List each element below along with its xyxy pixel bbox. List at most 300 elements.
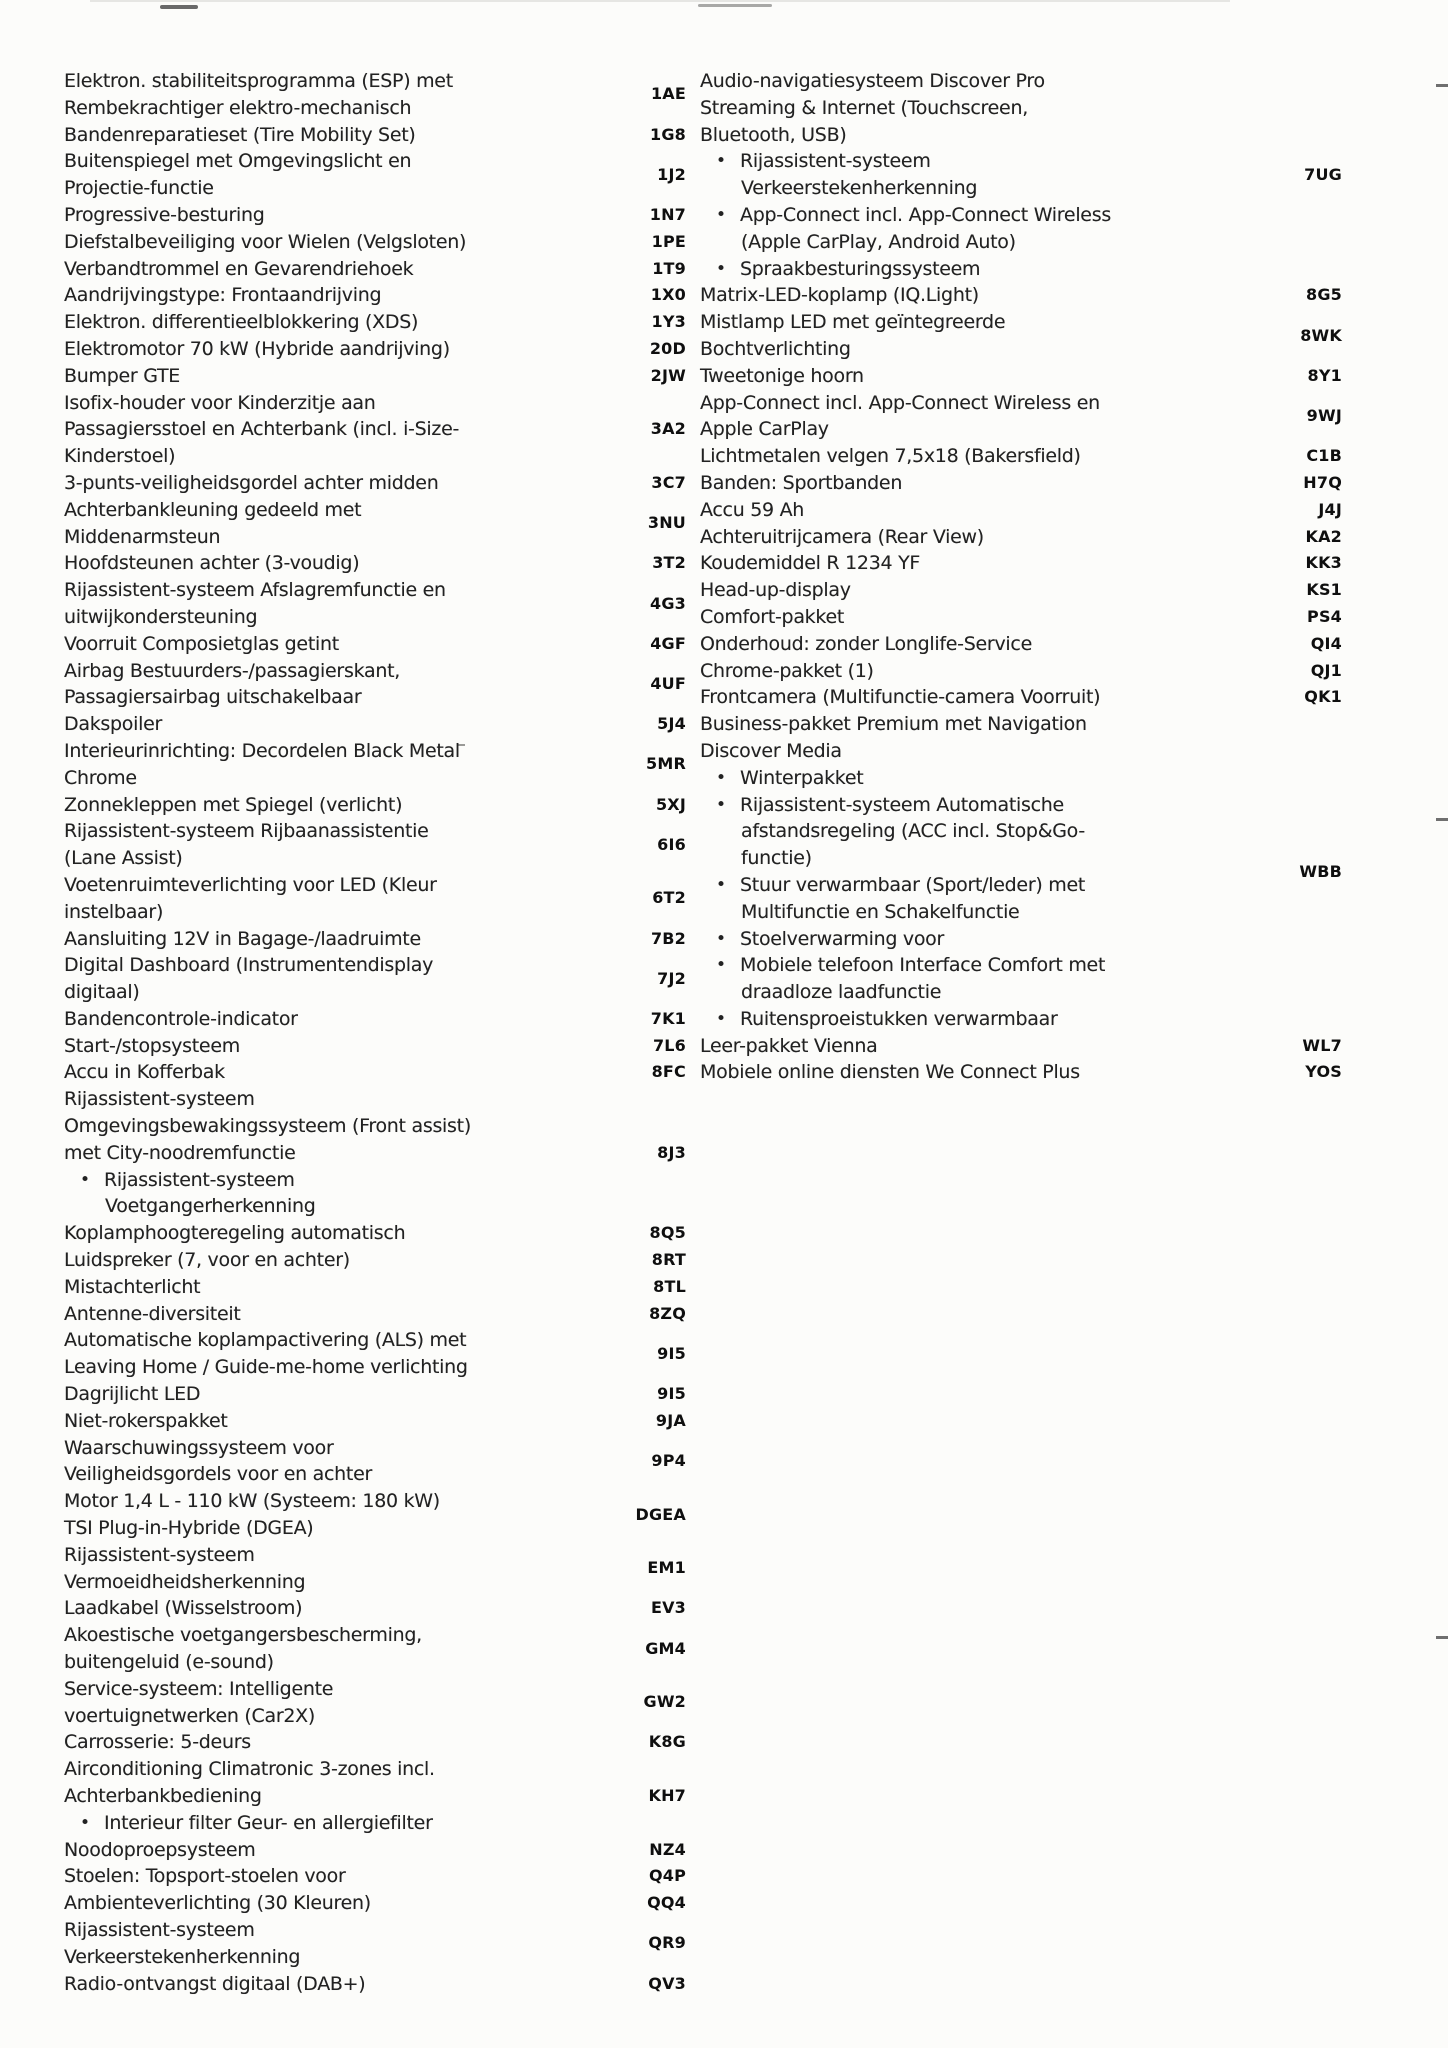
option-line: Chrome (64, 766, 137, 789)
option-desc (64, 202, 534, 229)
option-row (64, 1435, 686, 1489)
option-row (64, 792, 686, 819)
option-code: 9I5 (657, 1384, 686, 1404)
option-desc (64, 1971, 534, 1998)
option-code: KK3 (1305, 553, 1342, 573)
option-desc (700, 1059, 1170, 1086)
option-line: Passagiersairbag uitschakelbaar (64, 686, 362, 709)
option-line: Kinderstoel) (64, 445, 176, 468)
option-code: QV3 (648, 1973, 686, 1993)
option-code: Q4P (648, 1866, 686, 1886)
option-line: Automatische koplampactivering (ALS) met (64, 1329, 467, 1352)
option-code: KA2 (1305, 526, 1342, 546)
page-edge-tick (1436, 1636, 1448, 1639)
option-line: Chrome-pakket (1) (700, 659, 874, 682)
option-line: • Rijassistent-systeem Automatische (700, 792, 1170, 819)
bullet-icon: • (716, 767, 726, 788)
option-row (64, 872, 686, 926)
option-desc (700, 470, 1170, 497)
option-line: • Stuur verwarmbaar (Sport/leder) met (700, 872, 1170, 899)
option-row (700, 470, 1342, 497)
option-line: (Lane Assist) (64, 847, 183, 870)
option-line: digitaal) (64, 981, 140, 1004)
option-desc (64, 1247, 534, 1274)
option-row (700, 711, 1342, 1033)
option-line: Isofix-houder voor Kinderzitje aan (64, 391, 376, 414)
option-line: Mobiele online diensten We Connect Plus (700, 1061, 1080, 1084)
option-code: C1B (1306, 446, 1342, 466)
option-line: functie) (741, 847, 812, 870)
option-line: Elektromotor 70 kW (Hybride aandrijving) (64, 337, 450, 360)
option-line: Projectie-functie (64, 177, 214, 200)
option-row (64, 148, 686, 202)
option-row (64, 229, 686, 256)
option-line: Zonnekleppen met Spiegel (verlicht) (64, 793, 403, 816)
option-line: Business-pakket Premium met Navigation (700, 713, 1087, 736)
option-desc (700, 282, 1170, 309)
option-code: H7Q (1303, 472, 1342, 492)
option-code: EV3 (650, 1598, 686, 1618)
option-code: 9I5 (657, 1343, 686, 1363)
option-code: 1N7 (649, 204, 686, 224)
option-desc (64, 1381, 534, 1408)
option-code: 8G5 (1306, 285, 1342, 305)
option-line: Luidspreker (7, voor en achter) (64, 1249, 350, 1272)
option-line: Rijassistent-systeem (64, 1918, 255, 1941)
option-line: Lichtmetalen velgen 7,5x18 (Bakersfield) (700, 445, 1081, 468)
option-line: Antenne-diversiteit (64, 1302, 241, 1325)
option-desc (64, 68, 534, 122)
option-line: Tweetonige hoorn (700, 364, 864, 387)
option-desc (700, 711, 1170, 1033)
option-desc (64, 658, 534, 712)
option-row (64, 256, 686, 283)
option-code: 9JA (655, 1410, 686, 1430)
option-code: 6I6 (657, 834, 686, 854)
option-line: Verbandtrommel en Gevarendriehoek (64, 257, 414, 280)
option-code: 4G3 (650, 593, 686, 613)
option-desc (64, 1837, 534, 1864)
option-code: 8TL (653, 1276, 686, 1296)
option-row (64, 282, 686, 309)
option-line: App-Connect incl. App-Connect Wireless en (700, 391, 1100, 414)
option-code: 20D (649, 338, 686, 358)
option-line: Service-systeem: Intelligente (64, 1677, 334, 1700)
option-desc (64, 1917, 534, 1971)
option-row (64, 1622, 686, 1676)
option-line: Bandenreparatieset (Tire Mobility Set) (64, 123, 416, 146)
option-line: Achterbankleuning gedeeld met (64, 498, 362, 521)
option-line: • Winterpakket (700, 765, 1170, 792)
option-line: Multifunctie en Schakelfunctie (741, 900, 1020, 923)
option-desc (64, 229, 534, 256)
option-desc (700, 363, 1170, 390)
option-code: GW2 (643, 1692, 686, 1712)
option-row (700, 282, 1342, 309)
option-line: Aandrijvingstype: Frontaandrijving (64, 284, 382, 307)
option-code: 8Y1 (1307, 365, 1342, 385)
option-desc (64, 1890, 534, 1917)
option-row (700, 524, 1342, 551)
option-row (700, 443, 1342, 470)
bullet-icon: • (716, 204, 726, 225)
option-line: Digital Dashboard (Instrumentendisplay (64, 954, 434, 977)
option-code: 1Y3 (651, 312, 686, 332)
option-line: Discover Media (700, 739, 842, 762)
option-row (700, 1033, 1342, 1060)
option-row (700, 658, 1342, 685)
option-desc (64, 1622, 534, 1676)
option-line: Voetgangerherkenning (105, 1195, 316, 1218)
option-code: QR9 (648, 1933, 686, 1953)
option-line: Banden: Sportbanden (700, 471, 903, 494)
option-line: Elektron. stabiliteitsprogramma (ESP) met (64, 70, 453, 92)
options-column-left (64, 68, 686, 1997)
option-desc (64, 818, 534, 872)
option-code: EM1 (647, 1558, 686, 1578)
option-row (64, 711, 686, 738)
option-line: • Mobiele telefoon Interface Comfort met (700, 952, 1170, 979)
option-desc (700, 631, 1170, 658)
option-row (64, 1408, 686, 1435)
option-desc (64, 1086, 534, 1220)
option-line: Head-up-display (700, 579, 851, 602)
option-row (700, 363, 1342, 390)
option-code: 5J4 (657, 714, 686, 734)
option-line: Niet-rokerspakket (64, 1409, 228, 1432)
option-line: (Apple CarPlay, Android Auto) (741, 230, 1016, 253)
option-desc (64, 470, 534, 497)
option-line: Mistlamp LED met geïntegreerde (700, 311, 1006, 334)
option-line: voertuignetwerken (Car2X) (64, 1704, 316, 1727)
bullet-icon: • (80, 1812, 90, 1833)
option-line: Voorruit Composietglas getint (64, 632, 339, 655)
option-line: Hoofdsteunen achter (3-voudig) (64, 552, 360, 575)
option-row (64, 952, 686, 1006)
option-code: DGEA (635, 1504, 686, 1524)
option-desc (64, 309, 534, 336)
option-line: buitengeluid (e-sound) (64, 1651, 274, 1674)
option-desc (64, 497, 534, 551)
option-row (64, 390, 686, 470)
option-desc (64, 631, 534, 658)
option-line: Waarschuwingssysteem voor (64, 1436, 334, 1459)
option-code: WBB (1299, 861, 1342, 881)
option-row (64, 738, 686, 792)
options-column-right (700, 68, 1342, 1086)
option-code: 7K1 (650, 1008, 686, 1028)
option-code: QJ1 (1310, 660, 1342, 680)
option-row (64, 470, 686, 497)
option-desc (64, 872, 534, 926)
option-code: QK1 (1304, 687, 1342, 707)
option-desc (64, 336, 534, 363)
option-desc (700, 309, 1170, 363)
option-line: draadloze laadfunctie (741, 981, 942, 1004)
option-row (64, 1274, 686, 1301)
option-desc (64, 148, 534, 202)
option-row (64, 363, 686, 390)
option-line: Dagrijlicht LED (64, 1383, 201, 1406)
option-line: • Stoelverwarming voor (700, 926, 1170, 953)
option-line: Buitenspiegel met Omgevingslicht en (64, 150, 412, 173)
option-line: • Ruitensproeistukken verwarmbaar (700, 1006, 1170, 1033)
option-row (64, 1756, 686, 1836)
option-line: Bochtverlichting (700, 337, 851, 360)
option-desc (700, 68, 1170, 282)
option-desc (64, 1863, 534, 1890)
option-row (64, 631, 686, 658)
option-desc (64, 363, 534, 390)
option-row (64, 1917, 686, 1971)
option-code: 4UF (650, 673, 686, 693)
option-row (64, 122, 686, 149)
option-code: 7L6 (652, 1035, 686, 1055)
option-row (64, 550, 686, 577)
option-line: • Spraakbesturingssysteem (700, 256, 1170, 283)
option-row (64, 1033, 686, 1060)
option-desc (700, 684, 1170, 711)
option-desc (700, 497, 1170, 524)
option-row (64, 1488, 686, 1542)
option-code: 7UG (1304, 164, 1342, 184)
option-line: • Rijassistent-systeem (64, 1167, 534, 1194)
option-code: KH7 (648, 1786, 686, 1805)
option-row (64, 1220, 686, 1247)
option-row (64, 336, 686, 363)
option-line: Achteruitrijcamera (Rear View) (700, 525, 984, 548)
option-code: 1X0 (650, 285, 686, 305)
bullet-icon: • (716, 874, 726, 895)
bullet-icon: • (80, 1169, 90, 1190)
option-line: Ambienteverlichting (30 Kleuren) (64, 1892, 371, 1915)
option-code: GM4 (645, 1638, 686, 1658)
option-code: 6T2 (652, 888, 686, 908)
option-desc (700, 577, 1170, 604)
option-row (64, 1676, 686, 1730)
option-line: Verkeerstekenherkenning (64, 1945, 301, 1968)
bullet-icon: • (716, 1008, 726, 1029)
option-line: Streaming & Internet (Touchscreen, (700, 96, 1028, 119)
option-desc (64, 1756, 534, 1836)
option-row (64, 1542, 686, 1596)
option-line: Interieurinrichting: Decordelen Black Metal (64, 739, 460, 762)
option-line: Omgevingsbewakingssysteem (Front assist) (64, 1115, 471, 1138)
option-desc (64, 390, 534, 470)
option-line: Akoestische voetgangersbescherming, (64, 1624, 422, 1647)
option-code: 9WJ (1306, 405, 1342, 425)
option-row (64, 577, 686, 631)
option-row (64, 1086, 686, 1220)
option-line: Voetenruimteverlichting voor LED (Kleur (64, 873, 437, 896)
page-edge-tick (1436, 84, 1448, 87)
option-line: Comfort-pakket (700, 605, 845, 628)
option-code: J4J (1318, 499, 1342, 519)
option-row (700, 684, 1342, 711)
option-line: Veiligheidsgordels voor en achter (64, 1463, 373, 1486)
option-desc (64, 1033, 534, 1060)
option-desc (64, 1435, 534, 1489)
option-line: Rijassistent-systeem (64, 1088, 255, 1111)
option-code: PS4 (1307, 606, 1342, 626)
option-row (700, 604, 1342, 631)
option-line: Mistachterlicht (64, 1275, 201, 1298)
option-line: Verkeerstekenherkenning (741, 177, 978, 200)
option-code: 8J3 (657, 1142, 686, 1162)
option-row (64, 1890, 686, 1917)
option-line: Leaving Home / Guide-me-home verlichting (64, 1356, 468, 1379)
page-edge-tick (1436, 818, 1448, 821)
bullet-icon: • (716, 794, 726, 815)
option-line: Onderhoud: zonder Longlife-Service (700, 632, 1032, 655)
option-code: 8FC (651, 1062, 686, 1082)
option-line: Laadkabel (Wisselstroom) (64, 1597, 303, 1620)
option-row (64, 1863, 686, 1890)
option-row (700, 390, 1342, 444)
option-row (700, 631, 1342, 658)
option-desc (64, 1220, 534, 1247)
option-row (64, 1006, 686, 1033)
option-code: K8G (648, 1732, 686, 1752)
option-line: Bumper GTE (64, 364, 180, 387)
option-desc (700, 390, 1170, 444)
scan-top-hairline (90, 0, 1230, 2)
option-code: 9P4 (651, 1451, 686, 1471)
option-row (700, 497, 1342, 524)
option-row (64, 1301, 686, 1328)
option-line: • App-Connect incl. App-Connect Wireless (700, 202, 1170, 229)
option-row (64, 818, 686, 872)
option-row (64, 202, 686, 229)
option-line: uitwijkondersteuning (64, 605, 258, 628)
option-row (700, 1059, 1342, 1086)
option-line: • Interieur filter Geur- en allergiefilter (64, 1810, 534, 1837)
option-code: 3C7 (651, 472, 686, 492)
option-desc (64, 1301, 534, 1328)
option-desc (64, 282, 534, 309)
option-row (64, 658, 686, 712)
option-line: afstandsregeling (ACC incl. Stop&Go- (741, 820, 1085, 843)
option-code: 8ZQ (649, 1303, 686, 1323)
option-row (64, 309, 686, 336)
option-desc (64, 577, 534, 631)
option-line: Koudemiddel R 1234 YF (700, 552, 921, 575)
scan-dark-dash (160, 5, 198, 9)
option-code: 1AE (650, 84, 686, 104)
option-desc (700, 524, 1170, 551)
option-desc (64, 1729, 534, 1756)
option-code: NZ4 (649, 1839, 686, 1859)
option-line: Motor 1,4 L - 110 kW (Systeem: 180 kW) (64, 1490, 440, 1513)
option-row (64, 68, 686, 122)
option-line: Bluetooth, USB) (700, 123, 847, 146)
option-row (64, 1059, 686, 1086)
option-line: Leer-pakket Vienna (700, 1034, 878, 1057)
option-line: Rijassistent-systeem (64, 1543, 255, 1566)
option-line: • Rijassistent-systeem (700, 148, 1170, 175)
option-row (64, 1837, 686, 1864)
option-code: 1PE (651, 231, 686, 251)
option-desc (64, 952, 534, 1006)
option-desc (700, 550, 1170, 577)
option-row (64, 1729, 686, 1756)
option-desc (64, 1595, 534, 1622)
option-row (700, 309, 1342, 363)
option-code: 1J2 (657, 164, 686, 184)
option-line: Vermoeidheidsherkenning (64, 1570, 306, 1593)
option-line: Rijassistent-systeem Rijbaanassistentie (64, 820, 429, 843)
option-line: Bandencontrole-indicator (64, 1007, 298, 1030)
option-line: Elektron. differentieelblokkering (XDS) (64, 311, 419, 334)
option-row (64, 497, 686, 551)
option-code: WL7 (1302, 1035, 1342, 1055)
option-code: 3T2 (652, 553, 686, 573)
option-code: QI4 (1310, 633, 1342, 653)
option-desc (64, 256, 534, 283)
option-desc (700, 443, 1170, 470)
bullet-icon: • (716, 151, 726, 172)
option-desc (64, 1006, 534, 1033)
option-line: 3-punts-veiligheidsgordel achter midden (64, 471, 439, 494)
option-code: 7B2 (650, 928, 686, 948)
option-desc (64, 1327, 534, 1381)
bullet-icon: • (716, 928, 726, 949)
option-desc (700, 1033, 1170, 1060)
option-desc (64, 1408, 534, 1435)
option-row (64, 1381, 686, 1408)
option-code: 7J2 (657, 968, 686, 988)
option-line: TSI Plug-in-Hybride (DGEA) (64, 1517, 314, 1540)
option-line: Matrix-LED-koplamp (IQ.Light) (700, 284, 979, 307)
option-line: Dakspoiler (64, 713, 163, 736)
option-desc (64, 1274, 534, 1301)
scan-gray-dash (698, 4, 772, 7)
option-line: Accu in Kofferbak (64, 1061, 225, 1084)
option-desc (64, 1542, 534, 1596)
option-line: Start-/stopsysteem (64, 1034, 240, 1057)
option-desc (64, 926, 534, 953)
option-line: Rijassistent-systeem Afslagremfunctie en (64, 579, 446, 602)
option-desc (64, 550, 534, 577)
option-code: 1T9 (652, 258, 686, 278)
option-desc (64, 711, 534, 738)
option-code: 4GF (650, 633, 686, 653)
option-line: Audio-navigatiesysteem Discover Pro (700, 70, 1045, 92)
option-code: 3NU (647, 513, 686, 533)
option-code: KS1 (1306, 580, 1342, 600)
option-desc (700, 604, 1170, 631)
option-desc (64, 122, 534, 149)
option-row (64, 1595, 686, 1622)
option-code: 8RT (651, 1250, 686, 1270)
option-line: instelbaar) (64, 900, 164, 923)
option-desc (64, 792, 534, 819)
option-code: QQ4 (647, 1893, 686, 1913)
option-line: Passagiersstoel en Achterbank (incl. i-Size- (64, 418, 460, 441)
option-line: Apple CarPlay (700, 418, 829, 441)
option-code: YOS (1305, 1062, 1342, 1082)
option-row (700, 550, 1342, 577)
option-row (700, 68, 1342, 282)
option-row (700, 577, 1342, 604)
option-line: Aansluiting 12V in Bagage-/laadruimte (64, 927, 421, 950)
option-line: Progressive-besturing (64, 203, 265, 226)
option-line: Airbag Bestuurders-/passagierskant, (64, 659, 400, 682)
option-line: Middenarmsteun (64, 525, 221, 548)
option-desc (64, 1676, 534, 1730)
option-desc (700, 658, 1170, 685)
option-code: 5XJ (655, 794, 686, 814)
